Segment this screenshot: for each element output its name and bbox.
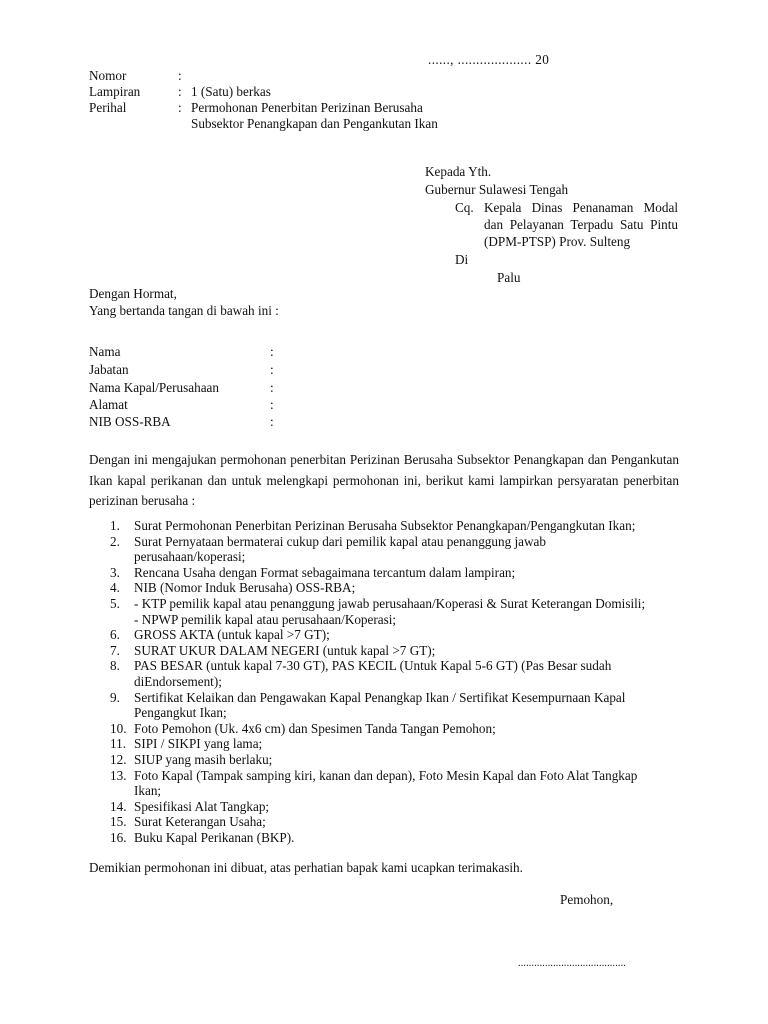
requirement-text: NIB (Nomor Induk Berusaha) OSS-RBA; [134, 580, 356, 596]
requirement-number: 10. [110, 720, 127, 736]
requirement-text: Surat Keterangan Usaha; [134, 814, 266, 830]
requirement-text: GROSS AKTA (untuk kapal >7 GT); [134, 627, 330, 643]
requirement-text: Ikan; [134, 783, 162, 799]
address-cq-line1: Kepala Dinas Penanaman Modal [484, 200, 678, 215]
requirement-item [89, 830, 689, 846]
requirements-list [89, 518, 689, 845]
requirement-text: Buku Kapal Perikanan (BKP). [134, 829, 295, 845]
requirement-item [89, 768, 689, 799]
date-line: ......, .................... 20 [428, 52, 550, 67]
field-colon: : [270, 344, 274, 359]
requirement-item [89, 643, 689, 659]
field-colon: : [270, 414, 274, 429]
requirement-text: Foto Kapal (Tampak samping kiri, kanan dan depan), Foto Mesin Kapal dan Foto Alat Tangkap [134, 767, 638, 783]
requirement-number: 5. [110, 595, 120, 611]
signer-label: Pemohon, [560, 892, 614, 907]
address-line2: Gubernur Sulawesi Tengah [425, 182, 569, 197]
meta-value-lampiran: 1 (Satu) berkas [191, 84, 271, 99]
intro-text: Yang bertanda tangan di bawah ini : [89, 303, 279, 318]
requirement-text: PAS BESAR (untuk kapal 7-30 GT), PAS KECIL (Untuk Kapal 5-6 GT) (Pas Besar sudah [134, 658, 612, 674]
field-label-alamat: Alamat [89, 397, 128, 412]
requirement-text: Sertifikat Kelaikan dan Pengawakan Kapal Penangkap Ikan / Sertifikat Kesempurnaan Kapal [134, 689, 626, 705]
field-label-jabatan: Jabatan [89, 362, 129, 377]
meta-colon: : [178, 84, 182, 99]
requirement-text: Rencana Usaha dengan Format sebagaimana tercantum dalam lampiran; [134, 564, 516, 580]
address-cq-line2: dan Pelayanan Terpadu Satu Pintu [484, 217, 678, 232]
requirement-text: SIUP yang masih berlaku; [134, 751, 273, 767]
requirement-text: SURAT UKUR DALAM NEGERI (untuk kapal >7 GT); [134, 642, 436, 658]
address-line1: Kepada Yth. [425, 164, 492, 179]
address-city: Palu [497, 270, 521, 285]
requirement-number: 13. [110, 767, 127, 783]
requirement-number: 3. [110, 564, 120, 580]
meta-value-perihal: Permohonan Penerbitan Perizinan Berusaha [191, 100, 423, 115]
requirement-item [89, 518, 689, 534]
body-paragraph: Dengan ini mengajukan permohonan penerbitan Perizinan Berusaha Subsektor Penangkapan dan Pengankutan Ikan kapal perikanan dan untuk melengkapi permohonan ini, berikut kami lampirkan persyaratan penerbitan perizinan berusaha : [89, 452, 679, 508]
requirement-number: 14. [110, 798, 127, 814]
requirement-number: 4. [110, 580, 120, 596]
requirement-text: - KTP pemilik kapal atau penanggung jawab perusahaan/Koperasi & Surat Keterangan Domisili; [134, 595, 646, 611]
closing-text: Demikian permohonan ini dibuat, atas perhatian bapak kami ucapkan terimakasih. [89, 860, 523, 875]
meta-value-perihal-line2: Subsektor Penangkapan dan Pengankutan Ikan [191, 116, 438, 131]
meta-label-perihal: Perihal [89, 100, 127, 115]
requirement-number: 15. [110, 814, 127, 830]
requirement-text: - NPWP pemilik kapal atau perusahaan/Koperasi; [134, 611, 397, 627]
requirement-number: 9. [110, 689, 120, 705]
address-cq-line3: (DPM-PTSP) Prov. Sulteng [484, 234, 631, 249]
requirement-text: Foto Pemohon (Uk. 4x6 cm) dan Spesimen Tanda Tangan Pemohon; [134, 720, 496, 736]
requirement-number: 6. [110, 627, 120, 643]
requirement-text: diEndorsement); [134, 673, 222, 689]
requirement-text: SIPI / SIKPI yang lama; [134, 736, 263, 752]
signature-line: ........................................ [518, 958, 626, 969]
requirement-number: 11. [110, 736, 126, 752]
requirement-number: 2. [110, 533, 120, 549]
requirement-item [89, 752, 689, 768]
field-colon: : [270, 380, 274, 395]
requirement-text: Pengangkut Ikan; [134, 705, 227, 721]
requirement-item [89, 690, 689, 721]
requirement-number: 12. [110, 751, 127, 767]
address-di: Di [455, 252, 469, 267]
requirement-item [89, 580, 689, 596]
field-colon: : [270, 362, 274, 377]
meta-label-lampiran: Lampiran [89, 84, 141, 99]
field-label-nama: Nama [89, 344, 121, 359]
address-cq-prefix: Cq. [455, 200, 474, 215]
field-label-nib: NIB OSS-RBA [89, 414, 171, 429]
requirement-number: 8. [110, 658, 120, 674]
requirement-item [89, 721, 689, 737]
requirement-text: Surat Pernyataan bermaterai cukup dari pemilik kapal atau penanggung jawab [134, 533, 546, 549]
field-colon: : [270, 397, 274, 412]
requirement-item [89, 814, 689, 830]
meta-colon: : [178, 100, 182, 115]
requirement-item [89, 736, 689, 752]
requirement-text: perusahaan/koperasi; [134, 549, 246, 565]
requirement-item [89, 627, 689, 643]
requirement-text: Surat Permohonan Penerbitan Perizinan Berusaha Subsektor Penangkapan/Pengangkutan Ikan; [134, 518, 636, 533]
requirement-item [89, 534, 689, 565]
requirement-item [89, 565, 689, 581]
requirement-number: 7. [110, 642, 120, 658]
field-label-nama-kapal: Nama Kapal/Perusahaan [89, 380, 219, 395]
requirement-item [89, 799, 689, 815]
meta-label-nomor: Nomor [89, 68, 127, 83]
requirement-number: 1. [110, 518, 120, 533]
requirement-item [89, 596, 689, 627]
requirement-item [89, 658, 689, 689]
requirement-number: 16. [110, 829, 127, 845]
greeting: Dengan Hormat, [89, 286, 177, 301]
requirement-text: Spesifikasi Alat Tangkap; [134, 798, 270, 814]
meta-colon: : [178, 68, 182, 83]
